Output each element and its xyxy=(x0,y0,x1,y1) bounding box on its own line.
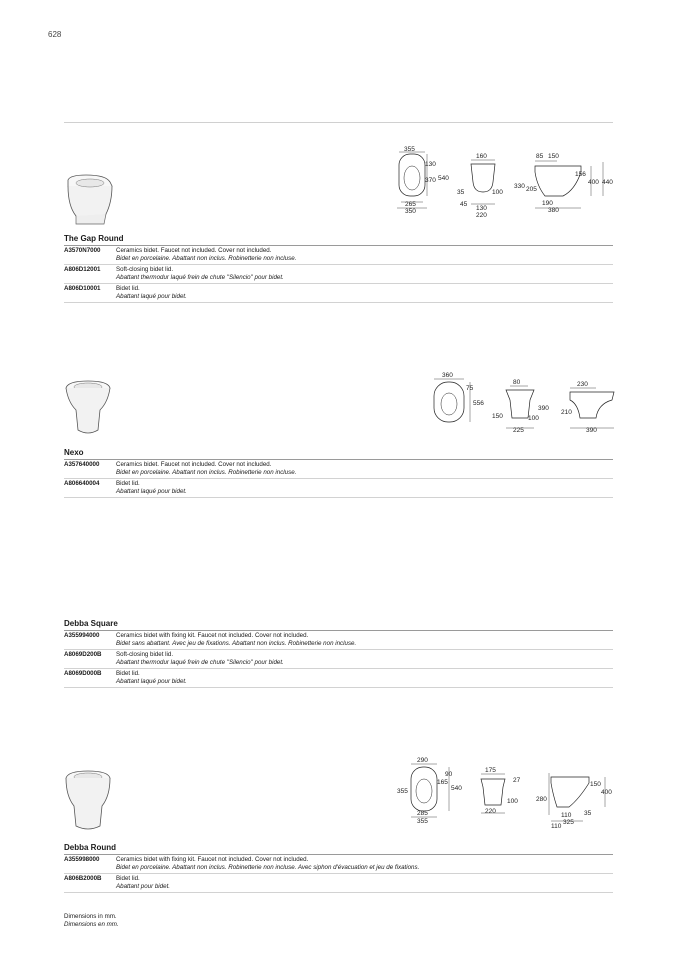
footer-note xyxy=(64,913,119,929)
dim-label: 75 xyxy=(466,385,474,392)
dim-label: 440 xyxy=(602,179,613,186)
dim-label: 130 xyxy=(425,161,436,168)
section-the-gap-round xyxy=(64,233,613,303)
dim-label: 390 xyxy=(538,405,549,412)
product-code: A806B2000B xyxy=(64,875,102,882)
description-en: Bidet lid. xyxy=(116,875,140,882)
dim-label: 165 xyxy=(437,779,448,786)
description-en: Soft-closing bidet lid. xyxy=(116,651,174,658)
dim-label: 85 xyxy=(536,153,544,160)
table-row xyxy=(64,479,613,498)
product-description xyxy=(116,480,187,496)
debba-round-product-image xyxy=(62,768,114,834)
table-row xyxy=(64,284,613,303)
section-title: Debba Square xyxy=(64,619,118,628)
description-en: Ceramics bidet. Faucet not included. Cover not included. xyxy=(116,461,272,468)
footer-note-en: Dimensions in mm. xyxy=(64,913,117,920)
description-en: Bidet lid. xyxy=(116,285,140,292)
dim-label: 285 xyxy=(417,810,428,817)
product-table xyxy=(64,459,613,498)
dim-label: 150 xyxy=(590,781,601,788)
description-fr: Bidet en porcelaine. Abattant non inclus. Robinetterie non incluse. Avec siphon d'évacuation et jeu de fixations. xyxy=(116,864,420,871)
page-number: 628 xyxy=(48,30,62,39)
description-fr: Bidet en porcelaine. Abattant non inclus. Robinetterie non incluse. xyxy=(116,469,297,476)
dim-label: 150 xyxy=(548,153,559,160)
description-fr: Abattant thermodur laqué frein de chute "Silencio" pour bidet. xyxy=(116,274,284,281)
description-fr: Abattant thermodur laqué frein de chute "Silencio" pour bidet. xyxy=(116,659,284,666)
dim-label: 390 xyxy=(586,427,597,434)
dim-label: 400 xyxy=(601,789,612,796)
dim-label: 190 xyxy=(542,200,553,207)
dim-label: 160 xyxy=(476,153,487,160)
dim-label: 325 xyxy=(563,819,574,826)
dim-label: 80 xyxy=(513,379,521,386)
product-code: A8069D200B xyxy=(64,651,102,658)
product-code: A8069D000B xyxy=(64,670,102,677)
product-code: A355994000 xyxy=(64,632,100,639)
dim-label: 360 xyxy=(442,372,453,379)
product-description xyxy=(116,875,170,891)
table-row xyxy=(64,650,613,669)
product-code: A806640004 xyxy=(64,480,100,487)
product-description xyxy=(116,247,296,263)
dim-label: 27 xyxy=(513,777,521,784)
dim-label: 110 xyxy=(561,812,572,819)
product-code: A806D10001 xyxy=(64,285,101,292)
dim-label: 35 xyxy=(584,810,592,817)
dim-label: 540 xyxy=(438,175,449,182)
dim-label: 205 xyxy=(526,186,537,193)
section-title: Debba Round xyxy=(64,843,116,852)
top-divider xyxy=(64,122,613,123)
product-table xyxy=(64,245,613,303)
dim-label: 45 xyxy=(460,201,468,208)
the-gap-round-product-image xyxy=(62,172,116,228)
dim-label: 210 xyxy=(561,409,572,416)
dim-label: 355 xyxy=(397,788,408,795)
dim-label: 110 xyxy=(551,823,562,830)
dim-label: 35 xyxy=(457,189,465,196)
product-code: A357640000 xyxy=(64,461,100,468)
nexo-product-image xyxy=(62,378,114,440)
dim-label: 150 xyxy=(492,413,503,420)
product-code: A355998000 xyxy=(64,856,100,863)
dim-label: 220 xyxy=(476,212,487,219)
dim-label: 280 xyxy=(536,796,547,803)
nexo-technical-drawing xyxy=(420,370,615,434)
description-en: Ceramics bidet with fixing kit. Faucet not included. Cover not included. xyxy=(116,632,309,639)
section-nexo xyxy=(64,447,613,498)
dim-label: 350 xyxy=(405,208,416,215)
table-row xyxy=(64,874,613,893)
product-description xyxy=(116,856,419,872)
product-description xyxy=(116,651,284,667)
dim-label: 220 xyxy=(485,808,496,815)
dim-label: 556 xyxy=(473,400,484,407)
dim-label: 100 xyxy=(528,415,539,422)
dim-label: 265 xyxy=(405,201,416,208)
dim-label: 355 xyxy=(404,146,415,153)
table-row xyxy=(64,669,613,688)
table-row xyxy=(64,631,613,650)
dim-label: 156 xyxy=(575,171,586,178)
dim-label: 540 xyxy=(451,785,462,792)
description-fr: Abattant laqué pour bidet. xyxy=(116,678,187,685)
product-table xyxy=(64,630,613,688)
description-fr: Bidet en porcelaine. Abattant non inclus. Robinetterie non incluse. xyxy=(116,255,297,262)
product-code: A3570N7000 xyxy=(64,247,101,254)
the-gap-round-technical-drawing xyxy=(385,146,615,224)
description-fr: Abattant laqué pour bidet. xyxy=(116,488,187,495)
dim-label: 100 xyxy=(507,798,518,805)
product-description xyxy=(116,266,284,282)
dim-label: 380 xyxy=(548,207,559,214)
description-fr: Abattant laqué pour bidet. xyxy=(116,293,187,300)
dim-label: 370 xyxy=(425,177,436,184)
dim-label: 175 xyxy=(485,767,496,774)
section-debba-square xyxy=(64,618,613,688)
dim-label: 225 xyxy=(513,427,524,434)
footer-note-fr: Dimensions en mm. xyxy=(64,921,119,928)
description-en: Bidet lid. xyxy=(116,670,140,677)
debba-round-technical-drawing xyxy=(393,755,615,831)
product-description xyxy=(116,670,187,686)
product-description xyxy=(116,461,296,477)
description-fr: Abattant pour bidet. xyxy=(116,883,171,890)
dim-label: 290 xyxy=(417,757,428,764)
description-en: Ceramics bidet. Faucet not included. Cover not included. xyxy=(116,247,272,254)
description-fr: Bidet sans abattant. Avec jeu de fixations. Abattant non inclus. Robinetterie non incluse. xyxy=(116,640,357,647)
dim-label: 100 xyxy=(492,189,503,196)
product-code: A806D12001 xyxy=(64,266,101,273)
section-title: Nexo xyxy=(64,448,84,457)
product-table xyxy=(64,854,613,893)
table-row xyxy=(64,460,613,479)
table-row xyxy=(64,246,613,265)
dim-label: 400 xyxy=(588,179,599,186)
dim-label: 130 xyxy=(476,205,487,212)
description-en: Soft-closing bidet lid. xyxy=(116,266,174,273)
product-description xyxy=(116,285,187,301)
table-row xyxy=(64,855,613,874)
dim-label: 230 xyxy=(577,381,588,388)
section-debba-round xyxy=(64,842,613,893)
description-en: Ceramics bidet with fixing kit. Faucet not included. Cover not included. xyxy=(116,856,309,863)
dim-label: 330 xyxy=(514,183,525,190)
description-en: Bidet lid. xyxy=(116,480,140,487)
dim-label: 355 xyxy=(417,818,428,825)
dim-label: 90 xyxy=(445,771,453,778)
table-row xyxy=(64,265,613,284)
section-title: The Gap Round xyxy=(64,234,124,243)
product-description xyxy=(116,632,356,648)
